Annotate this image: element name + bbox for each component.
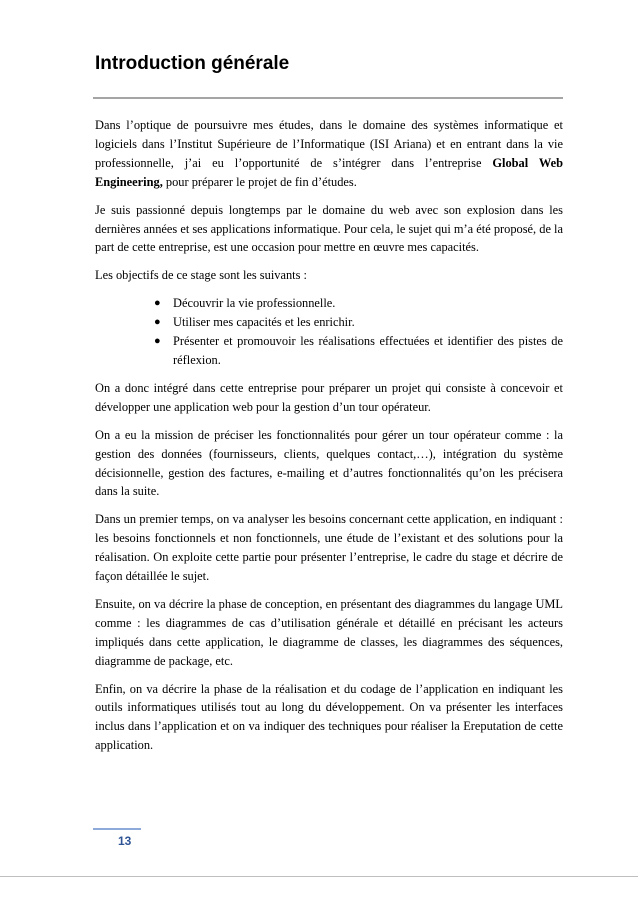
paragraph-realisation: Enfin, on va décrire la phase de la réalisation et du codage de l’application en indiquant les outils informatiques utilisés tout au long du développement. On va présenter les interfaces inclus dans l’application et on va indiquer des techniques pour réaliser la Ereputation de cette application. — [95, 681, 563, 753]
paragraph-mission: On a eu la mission de préciser les fonctionnalités pour gérer un tour opérateur comme : la gestion des données (fournisseurs, clients, quelques contact,…), intégration du système décisionnelle, gestion des factures, e-mailing et d’autres fonctionnalités qu’on les précisera dans la suite. — [95, 427, 563, 499]
page-number-rule — [93, 828, 141, 830]
objectives-list — [95, 294, 563, 370]
page-number: 13 — [118, 834, 132, 848]
list-item — [154, 313, 563, 332]
title-divider — [93, 97, 563, 99]
bullet-icon: ● — [154, 316, 161, 329]
list-item — [154, 332, 563, 370]
footer-divider — [0, 876, 638, 877]
company-name: Global Web Engineering, — [95, 155, 563, 189]
bullet-icon: ● — [154, 335, 161, 348]
paragraph-motivation: Je suis passionné depuis longtemps par le domaine du web avec son explosion dans les dernières années et ses applications informatique. Pour cela, le sujet qui m’a été proposé, de la part de cette entreprise, est une occasion pour mettre en œuvre mes capacités. — [95, 202, 563, 255]
paragraph-intro-end: pour préparer le projet de fin d’études. — [162, 174, 357, 189]
objective-text: Présenter et promouvoir les réalisations effectuées et identifier des pistes de réflexion. — [173, 334, 563, 367]
paragraph-analysis: Dans un premier temps, on va analyser les besoins concernant cette application, en indiquant : les besoins fonctionnels et non fonctionnels, une étude de l’existant et des solutions pour la réalisation. On exploite cette partie pour présenter l’entreprise, le cadre du stage et décrire de façon détaillée le sujet. — [95, 512, 563, 584]
paragraph-conception: Ensuite, on va décrire la phase de conception, en présentant des diagrammes du langage UML comme : les diagrammes de cas d’utilisation générale et détaillé en précisant les acteurs impliqués dans cette application, le diagramme de classes, les diagrammes des séquences, diagramme de package, etc. — [95, 596, 563, 668]
objective-text: Utiliser mes capacités et les enrichir. — [173, 315, 355, 330]
paragraph-intro — [95, 116, 563, 192]
document-body — [95, 116, 563, 764]
page-title: Introduction générale — [95, 53, 290, 74]
paragraph-project: On a donc intégré dans cette entreprise pour préparer un projet qui consiste à concevoir et développer une application web pour la gestion d’un tour opérateur. — [95, 380, 563, 414]
paragraph-intro-text: Dans l’optique de poursuivre mes études, dans le domaine des systèmes informatique et logiciels dans l’Institut Supérieure de l’Informatique (ISI Ariana) et en entrant dans la vie professionnelle, j’ai eu l’opportunité de s’intégrer dans l’entreprise — [95, 118, 563, 170]
objective-text: Découvrir la vie professionnelle. — [173, 296, 336, 311]
list-item — [154, 294, 563, 313]
bullet-icon: ● — [154, 297, 161, 310]
paragraph-objectives-intro: Les objectifs de ce stage sont les suivants : — [95, 268, 307, 283]
